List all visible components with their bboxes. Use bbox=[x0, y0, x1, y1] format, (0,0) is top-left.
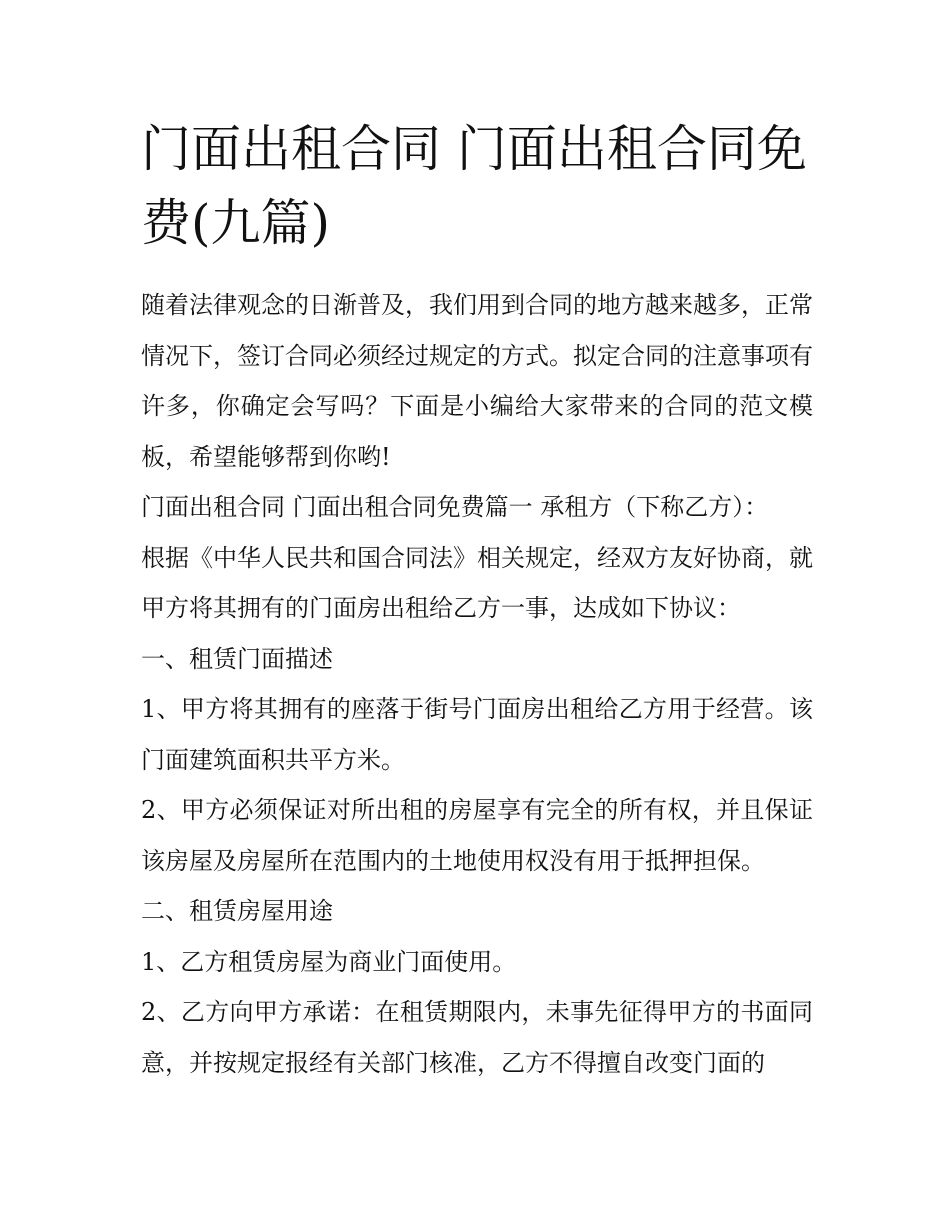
clause-1-item-2: 2、甲方必须保证对所出租的房屋享有完全的所有权，并且保证该房屋及房屋所在范围内的土地使用权没有用于抵押担保。 bbox=[141, 796, 813, 875]
agreement-basis-paragraph: 根据《中华人民共和国合同法》相关规定，经双方友好协商，就甲方将其拥有的门面房出租给乙方一事，达成如下协议： bbox=[141, 543, 813, 622]
clause-2-item-1: 1、乙方租赁房屋为商业门面使用。 bbox=[141, 947, 517, 976]
clause-1-item-1: 1、甲方将其拥有的座落于街号门面房出租给乙方用于经营。该门面建筑面积共平方米。 bbox=[141, 695, 813, 774]
document-page bbox=[141, 112, 813, 1088]
section-heading-tenant: 门面出租合同 门面出租合同免费篇一 承租方（下称乙方）： bbox=[141, 493, 769, 521]
document-title: 门面出租合同 门面出租合同免费(九篇) bbox=[141, 120, 807, 252]
clause-heading-2: 二、租赁房屋用途 bbox=[141, 897, 333, 925]
document-body bbox=[141, 280, 813, 1088]
intro-paragraph: 随着法律观念的日渐普及，我们用到合同的地方越来越多，正常情况下，签订合同必须经过规定的方式。拟定合同的注意事项有许多，你确定会写吗？下面是小编给大家带来的合同的范文模板，希望能够帮到你哟! bbox=[141, 291, 813, 471]
clause-2-item-2: 2、乙方向甲方承诺：在租赁期限内，未事先征得甲方的书面同意，并按规定报经有关部门核准，乙方不得擅自改变门面的 bbox=[141, 998, 813, 1077]
clause-heading-1: 一、租赁门面描述 bbox=[141, 644, 333, 673]
